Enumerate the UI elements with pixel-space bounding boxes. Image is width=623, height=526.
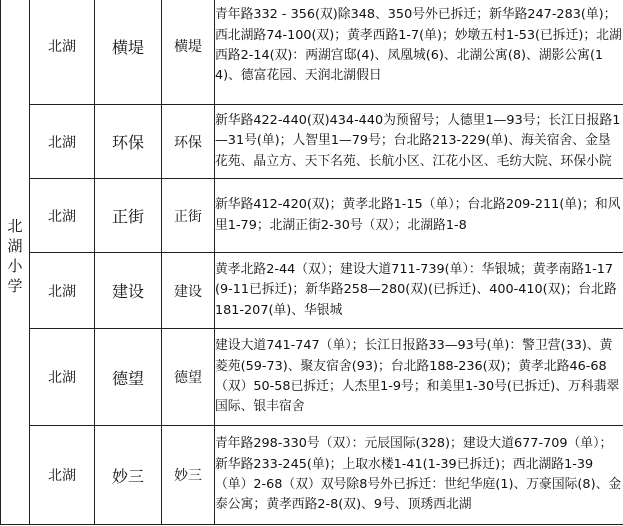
address-range-cell: 青年路332 - 356(双)除348、350号外已拆迁；新华路247-283(单)；西北湖路74-100(双)；黄孝西路1-7(单)；妙墩五村1-53(已拆迁)；北湖西路2-14(双)：两湖宫邸(4)、凤凰城(6)、北湖公寓(8)、湖影公寓(14)、德富花园、天润北湖假日 (215, 0, 623, 105)
community-cell: 妙三 (95, 426, 162, 525)
area-cell: 环保 (162, 105, 215, 179)
area-cell: 妙三 (162, 426, 215, 525)
district-cell: 北湖 (30, 105, 95, 179)
district-cell: 北湖 (30, 179, 95, 253)
community-cell: 德望 (95, 329, 162, 426)
community-cell: 环保 (95, 105, 162, 179)
community-cell: 正街 (95, 179, 162, 253)
table-row (1, 253, 623, 329)
district-cell: 北湖 (30, 253, 95, 329)
school-name: 北湖小学 (7, 217, 23, 295)
district-cell: 北湖 (30, 426, 95, 525)
area-cell: 正街 (162, 179, 215, 253)
table-row (1, 0, 623, 105)
table-row (1, 426, 623, 525)
community-cell: 横堤 (95, 0, 162, 105)
table-row (1, 105, 623, 179)
table-row (1, 179, 623, 253)
address-range-cell: 新华路412-420(双)；黄孝北路1-15（单）；台北路209-211(单)；和风里1-79；北湖正街2-30号（双）；北湖路1-8 (215, 179, 623, 253)
area-cell: 建设 (162, 253, 215, 329)
district-cell: 北湖 (30, 329, 95, 426)
table-row (1, 329, 623, 426)
address-range-cell: 黄孝北路2-44（双）；建设大道711-739(单）：华银城；黄孝南路1-17(9-11已拆迁)；新华路258—280(双)(已拆迁)、400-410(双)；台北路181-207(单)、华银城 (215, 253, 623, 329)
address-range-cell: 青年路298-330号（双）：元辰国际(328)；建设大道677-709（单）；新华路233-245(单)；上取水楼1-41(1-39已拆迁)；西北湖路1-39（单）2-68（双）双号除8号外已拆迁：世纪华庭(1)、万豪国际(8)、金泰公寓；黄孝西路2-8(双)、9号、顶琇西北湖 (215, 426, 623, 525)
community-cell: 建设 (95, 253, 162, 329)
area-cell: 德望 (162, 329, 215, 426)
area-cell: 横堤 (162, 0, 215, 105)
district-cell: 北湖 (30, 0, 95, 105)
school-cell (1, 0, 30, 525)
address-range-cell: 新华路422-440(双)434-440为预留号；人德里1—93号；长江日报路1—31号(单)；人智里1—79号；台北路213-229(单)、海关宿舍、金垦花苑、晶立方、天下名苑、长航小区、江花小区、毛纺大院、环保小院 (215, 105, 623, 179)
address-range-cell: 建设大道741-747（单）；长江日报路33—93号(单)：警卫营(33)、黄菱苑(59-73)、聚友宿舍(93)；台北路188-236(双)；黄孝北路46-68（双）50-58已拆迁；人杰里1-9号；和美里1-30号(已拆迁)、万科翡翠国际、银丰宿舍 (215, 329, 623, 426)
